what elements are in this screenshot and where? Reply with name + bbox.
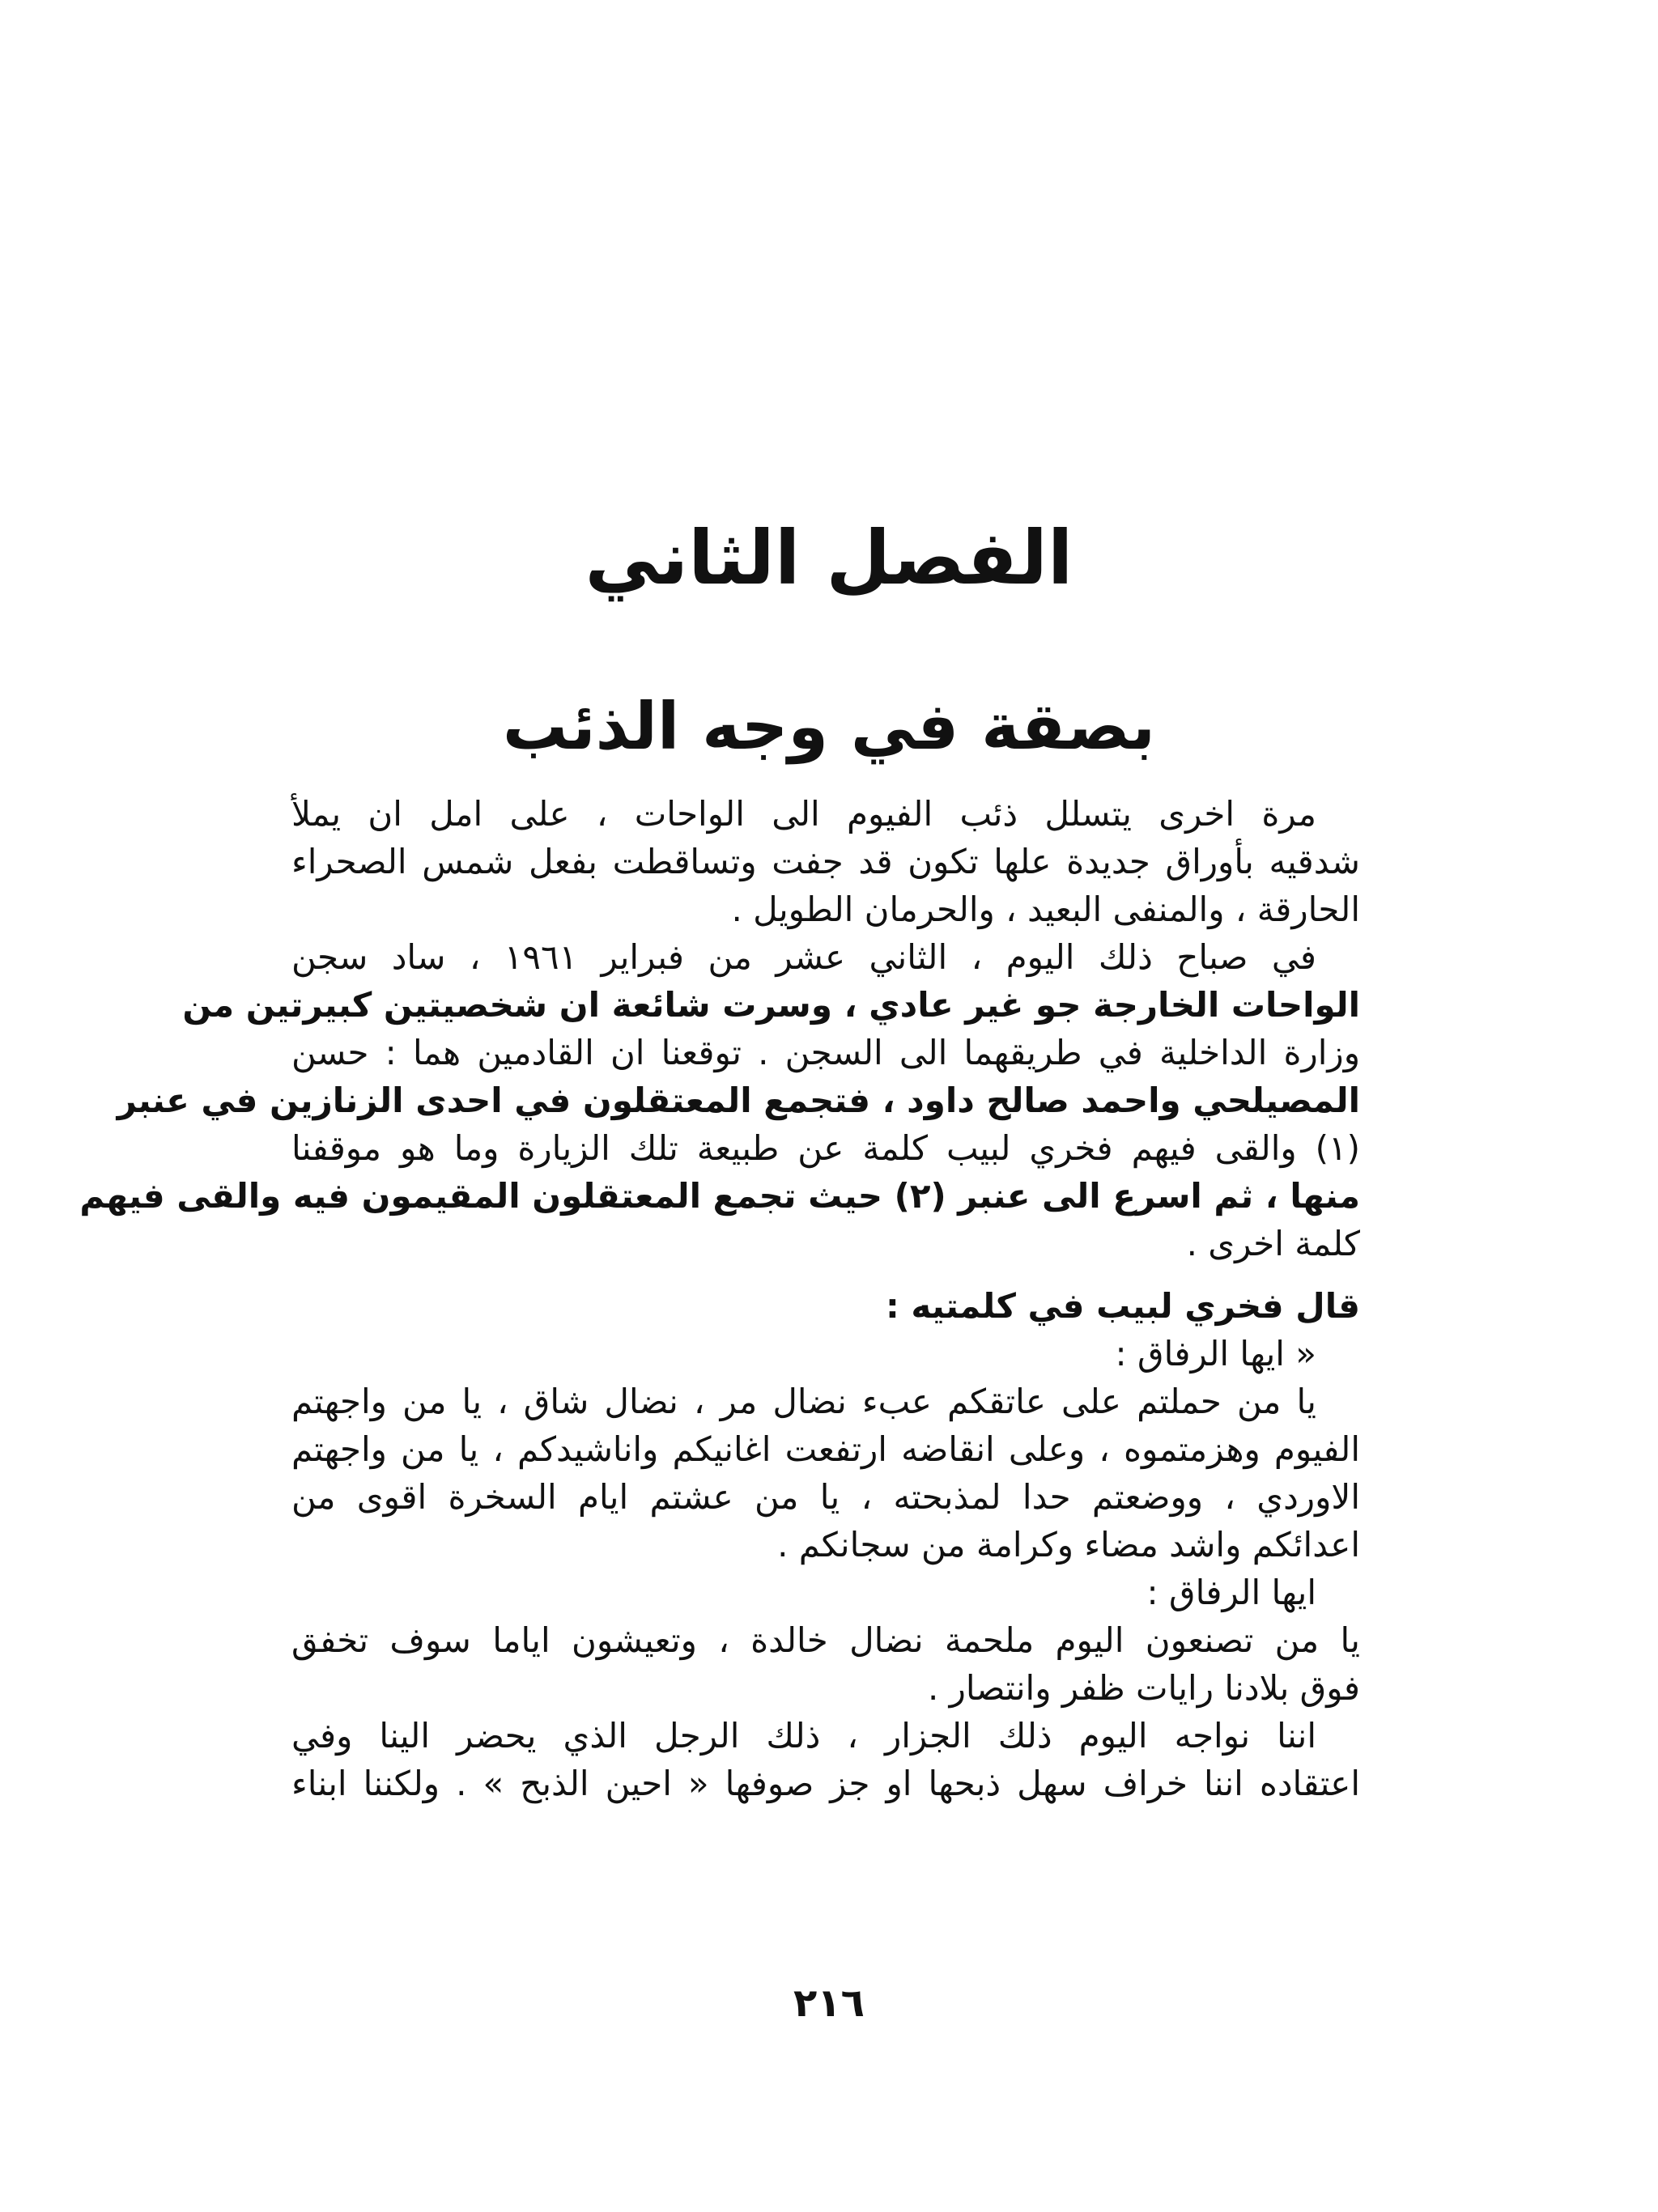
body-line: اعدائكم واشد مضاء وكرامة من سجانكم . xyxy=(777,1525,1360,1565)
body-line: (١) والقى فيهم فخري لبيب كلمة عن طبيعة تلك الزيارة وما هو موقفنا xyxy=(291,1128,1360,1168)
body-line: الاوردي ، ووضعتم حدا لمذبحته ، يا من عشتم ايام السخرة اقوى من xyxy=(291,1477,1360,1517)
body-line: الفيوم وهزمتموه ، وعلى انقاضه ارتفعت اغانيكم واناشيدكم ، يا من واجهتم xyxy=(291,1429,1360,1469)
body-line: اننا نواجه اليوم ذلك الجزار ، ذلك الرجل الذي يحضر الينا وفي xyxy=(291,1716,1316,1756)
chapter-heading: الفصل الثاني xyxy=(585,515,1073,601)
page-number: ٢١٦ xyxy=(793,1981,865,2026)
body-line: اعتقاده اننا خراف سهل ذبحها او جز صوفها « احين الذبح » . ولكننا ابناء xyxy=(291,1764,1360,1803)
body-line: كلمة اخرى . xyxy=(1186,1224,1360,1263)
chapter-subtitle: بصقة في وجه الذئب xyxy=(502,689,1156,764)
body-line: مرة اخرى يتسلل ذئب الفيوم الى الواحات ، على امل ان يملأ xyxy=(291,794,1316,834)
body-text xyxy=(79,790,1360,1807)
body-line: شدقيه بأوراق جديدة علها تكون قد جفت وتساقطت بفعل شمس الصحراء xyxy=(291,842,1360,881)
body-line: فوق بلادنا رايات ظفر وانتصار . xyxy=(927,1668,1360,1708)
body-line: الواحات الخارجة جو غير عادي ، وسرت شائعة ان شخصيتين كبيرتين من xyxy=(182,985,1360,1025)
body-line: وزارة الداخلية في طريقهما الى السجن . توقعنا ان القادمين هما : حسن xyxy=(291,1033,1360,1072)
body-line: « ايها الرفاق : xyxy=(1115,1334,1316,1373)
body-line: الحارقة ، والمنفى البعيد ، والحرمان الطويل . xyxy=(731,889,1360,929)
body-line: ايها الرفاق : xyxy=(1146,1573,1316,1612)
body-line: منها ، ثم اسرع الى عنبر (٢) حيث تجمع المعتقلون المقيمون فيه والقى فيهم xyxy=(79,1176,1360,1216)
body-line: المصيلحي واحمد صالح داود ، فتجمع المعتقلون في احدى الزنازين في عنبر xyxy=(117,1081,1360,1120)
body-line: في صباح ذلك اليوم ، الثاني عشر من فبراير ١٩٦١ ، ساد سجن xyxy=(291,937,1316,977)
body-line: يا من حملتم على عاتقكم عبء نضال مر ، نضال شاق ، يا من واجهتم xyxy=(291,1382,1316,1421)
body-line: يا من تصنعون اليوم ملحمة نضال خالدة ، وتعيشون اياما سوف تخفق xyxy=(291,1620,1360,1660)
speech-intro: قال فخري لبيب في كلمتيه : xyxy=(885,1286,1360,1326)
paragraph-gap xyxy=(291,1267,1360,1282)
